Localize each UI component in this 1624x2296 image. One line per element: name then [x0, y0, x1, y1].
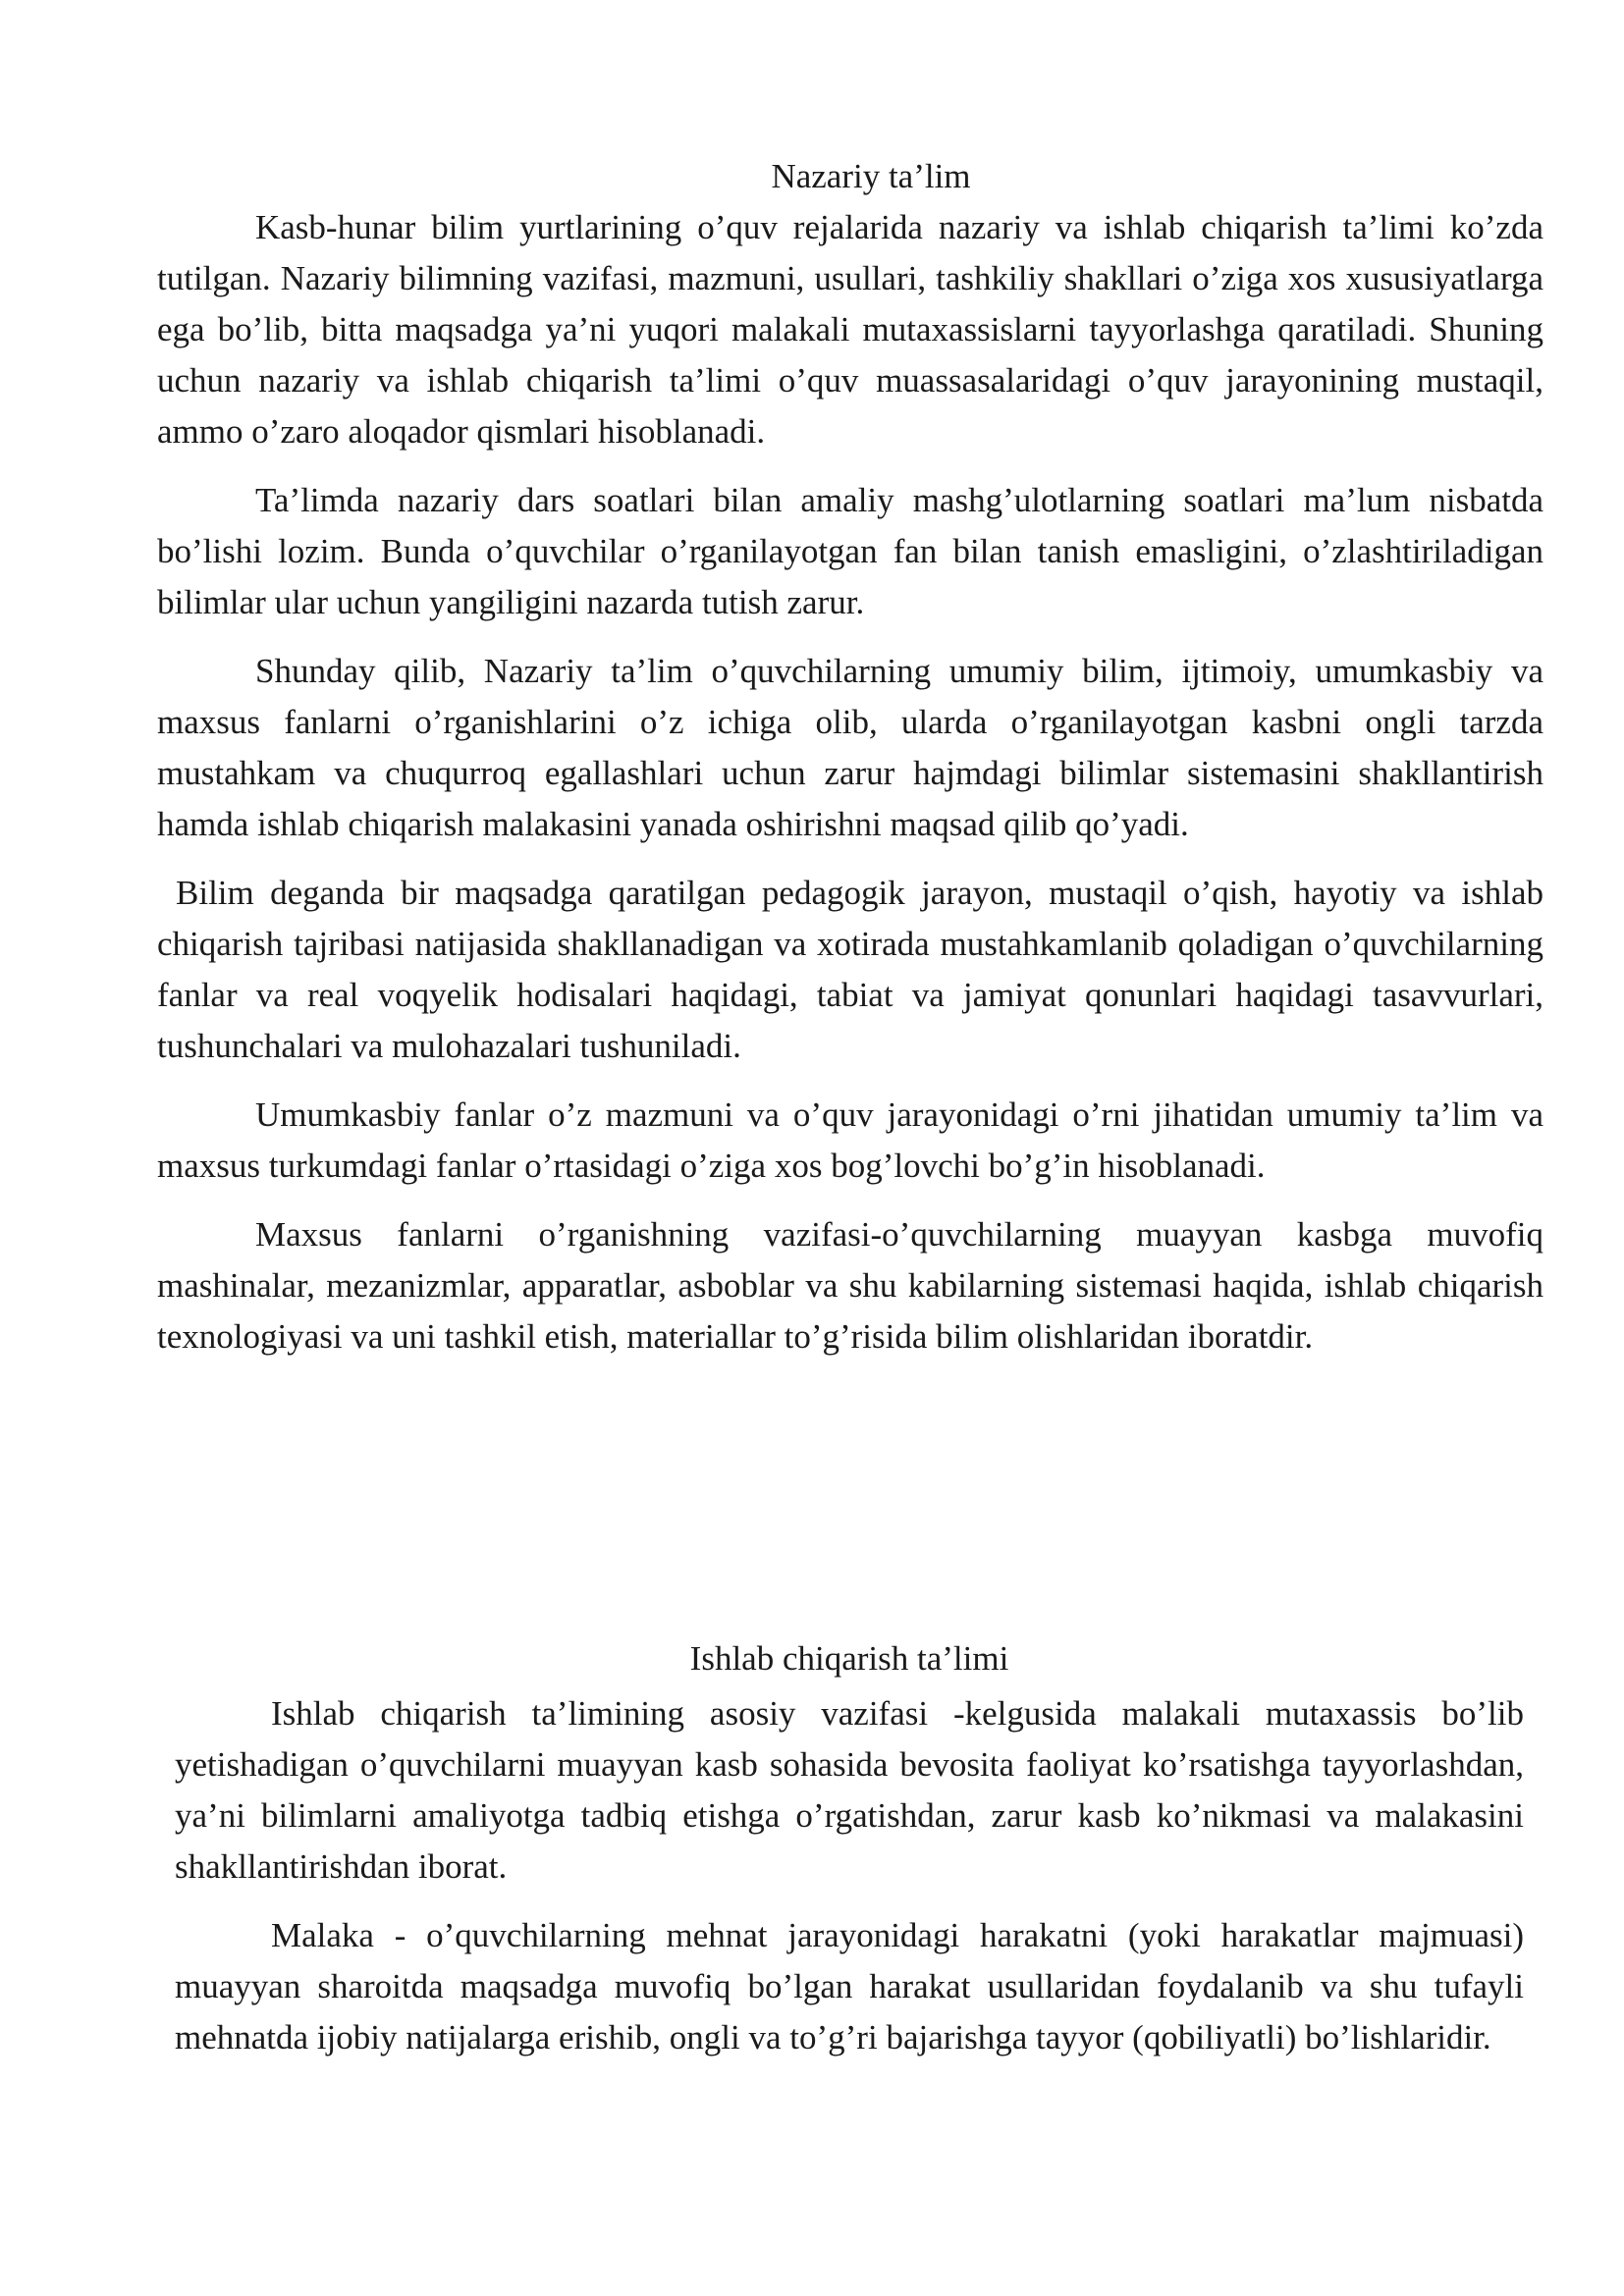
- paragraph: Ishlab chiqarish ta’limining asosiy vazifasi -kelgusida malakali mutaxassis bo’lib yetishadigan o’quvchilarni muayyan kasb sohasida bevosita faoliyat ko’rsatishga tayyorlashdan, ya’ni bilimlarni amaliyotga tadbiq etishga o’rgatishdan, zarur kasb ko’nikmasi va malakasini shakllantirishdan iborat.: [175, 1694, 1524, 1886]
- paragraph: Kasb-hunar bilim yurtlarining o’quv rejalarida nazariy va ishlab chiqarish ta’limi ko’zda tutilgan. Nazariy bilimning vazifasi, mazmuni, usullari, tashkiliy shakllari o’ziga xos xususiyatlarga ega bo’lib, bitta maqsadga ya’ni yuqori malakali mutaxassislarni tayyorlashga qaratiladi. Shuning uchun nazariy va ishlab chiqarish ta’limi o’quv muassasalaridagi o’quv jarayonining mustaqil, ammo o’zaro aloqador qismlari hisoblanadi.: [157, 208, 1543, 451]
- paragraph: Shunday qilib, Nazariy ta’lim o’quvchilarning umumiy bilim, ijtimoiy, umumkasbiy va maxsus fanlarni o’rganishlarini o’z ichiga olib, ularda o’rganilayotgan kasbni ongli tarzda mustahkam va chuqurroq egallashlari uchun zarur hajmdagi bilimlar sistemasini shakllantirish hamda ishlab chiqarish malakasini yanada oshirishni maqsad qilib qo’yadi.: [157, 652, 1543, 843]
- paragraph: Bilim deganda bir maqsadga qaratilgan pedagogik jarayon, mustaqil o’qish, hayotiy va ishlab chiqarish tajribasi natijasida shakllanadigan va xotirada mustahkamlanib qoladigan o’quvchilarning fanlar va real voqyelik hodisalari haqidagi, tabiat va jamiyat qonunlari haqidagi tasavvurlari, tushunchalari va mulohazalari tushuniladi.: [157, 874, 1543, 1065]
- paragraph: Malaka - o’quvchilarning mehnat jarayonidagi harakatni (yoki harakatlar majmuasi) muayyan sharoitda maqsadga muvofiq bo’lgan harakat usullaridan foydalanib va shu tufayli mehnatda ijobiy natijalarga erishib, ongli va to’g’ri bajarishga tayyor (qobiliyatli) bo’lishlaridir.: [175, 1916, 1524, 2056]
- paragraph: Umumkasbiy fanlar o’z mazmuni va o’quv jarayonidagi o’rni jihatidan umumiy ta’lim va maxsus turkumdagi fanlar o’rtasidagi o’ziga xos bog’lovchi bo’g’in hisoblanadi.: [157, 1095, 1543, 1185]
- paragraph: Ta’limda nazariy dars soatlari bilan amaliy mashg’ulotlarning soatlari ma’lum nisbatda bo’lishi lozim. Bunda o’quvchilar o’rganilayotgan fan bilan tanish emasligini, o’zlashtiriladigan bilimlar ular uchun yangiligini nazarda tutish zarur.: [157, 481, 1543, 621]
- section-nazariy-talim: [157, 151, 1543, 1380]
- section-heading: Ishlab chiqarish ta’limi: [689, 1639, 1009, 1678]
- paragraph: Maxsus fanlarni o’rganishning vazifasi-o’quvchilarning muayyan kasbga muvofiq mashinalar, mezanizmlar, apparatlar, asboblar va shu kabilarning sistemasi haqida, ishlab chiqarish texnologiyasi va uni tashkil etish, materiallar to’g’risida bilim olishlaridan iboratdir.: [157, 1215, 1543, 1356]
- section-ishlab-chiqarish-talimi: [175, 1633, 1524, 2081]
- section-heading: Nazariy ta’lim: [771, 157, 971, 195]
